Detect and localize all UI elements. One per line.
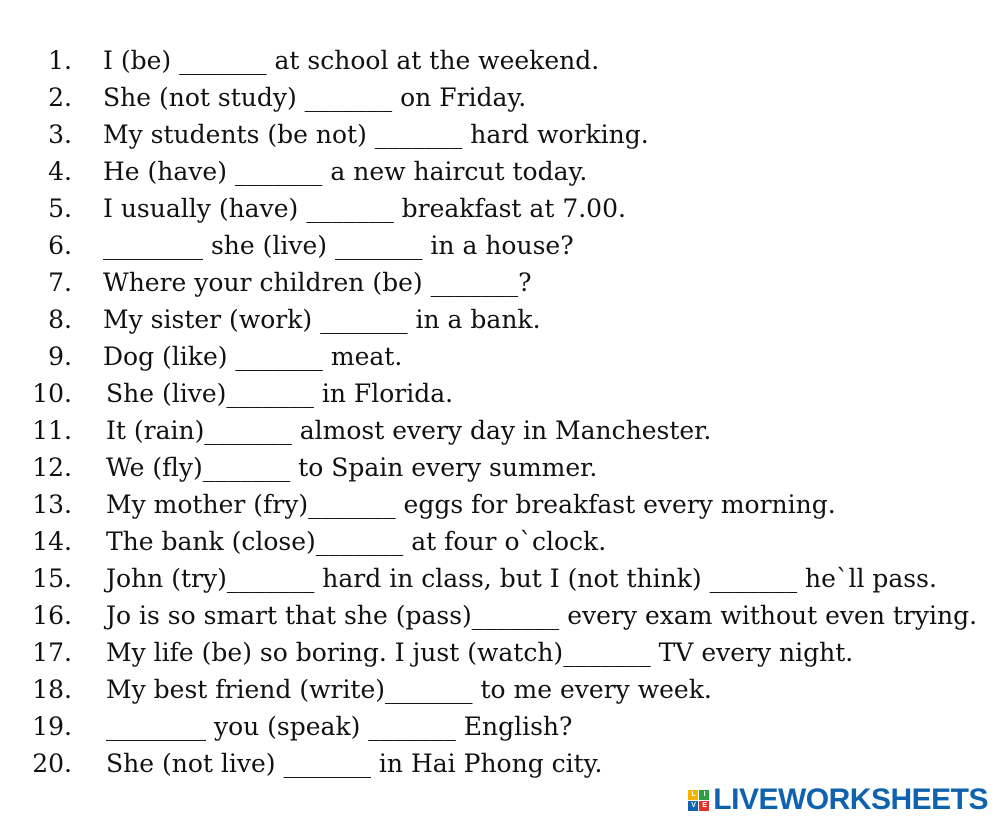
exercise-item-13 — [0, 486, 1000, 523]
item-sentence: ________ you (speak) _______ English? — [106, 712, 573, 741]
item-sentence: She (not live) _______ in Hai Phong city. — [106, 749, 603, 778]
logo-tile-e: E — [699, 801, 709, 811]
item-number: 14. — [32, 527, 72, 556]
item-number: 8. — [48, 305, 72, 334]
liveworksheets-logo[interactable] — [688, 783, 988, 817]
exercise-item-2 — [0, 79, 1000, 116]
item-sentence: Dog (like) _______ meat. — [103, 342, 403, 371]
item-number: 6. — [48, 231, 72, 260]
item-number: 13. — [32, 490, 72, 519]
exercise-item-20 — [0, 745, 1000, 782]
item-sentence: It (rain)_______ almost every day in Manchester. — [106, 416, 712, 445]
item-sentence: I (be) _______ at school at the weekend. — [103, 46, 600, 75]
item-sentence: We (fly)_______ to Spain every summer. — [106, 453, 598, 482]
exercise-item-5 — [0, 190, 1000, 227]
exercise-item-1 — [0, 42, 1000, 79]
exercise-item-17 — [0, 634, 1000, 671]
item-sentence: My life (be) so boring. I just (watch)_______ TV every night. — [106, 638, 854, 667]
exercise-item-9 — [0, 338, 1000, 375]
exercise-item-4 — [0, 153, 1000, 190]
item-sentence: The bank (close)_______ at four o`clock. — [106, 527, 607, 556]
item-sentence: He (have) _______ a new haircut today. — [103, 157, 588, 186]
item-number: 20. — [32, 749, 72, 778]
exercise-item-14 — [0, 523, 1000, 560]
item-sentence: My best friend (write)_______ to me every week. — [106, 675, 712, 704]
item-sentence: I usually (have) _______ breakfast at 7.00. — [103, 194, 626, 223]
exercise-item-10 — [0, 375, 1000, 412]
item-number: 4. — [48, 157, 72, 186]
item-number: 3. — [48, 120, 72, 149]
item-sentence: My students (be not) _______ hard working. — [103, 120, 649, 149]
exercise-item-7 — [0, 264, 1000, 301]
item-number: 18. — [32, 675, 72, 704]
item-number: 12. — [32, 453, 72, 482]
exercise-item-3 — [0, 116, 1000, 153]
exercise-item-11 — [0, 412, 1000, 449]
brand-name: LIVEWORKSHEETS — [713, 783, 988, 816]
logo-tile-v: V — [688, 801, 698, 811]
item-number: 17. — [32, 638, 72, 667]
item-sentence: John (try)_______ hard in class, but I (not think) _______ he`ll pass. — [106, 564, 937, 593]
exercise-item-8 — [0, 301, 1000, 338]
item-sentence: My sister (work) _______ in a bank. — [103, 305, 541, 334]
exercise-item-15 — [0, 560, 1000, 597]
logo-tile-l: L — [688, 790, 698, 800]
item-number: 10. — [32, 379, 72, 408]
logo-mark-icon — [688, 790, 709, 811]
worksheet — [0, 42, 1000, 782]
item-sentence: ________ she (live) _______ in a house? — [103, 231, 574, 260]
item-sentence: My mother (fry)_______ eggs for breakfast every morning. — [106, 490, 836, 519]
exercise-item-12 — [0, 449, 1000, 486]
exercise-item-16 — [0, 597, 1000, 634]
exercise-item-6 — [0, 227, 1000, 264]
item-number: 1. — [48, 46, 72, 75]
item-number: 7. — [48, 268, 72, 297]
item-sentence: She (not study) _______ on Friday. — [103, 83, 527, 112]
item-number: 5. — [48, 194, 72, 223]
logo-tile-i: I — [699, 790, 709, 800]
item-number: 9. — [48, 342, 72, 371]
item-number: 15. — [32, 564, 72, 593]
item-sentence: Where your children (be) _______? — [103, 268, 532, 297]
item-number: 2. — [48, 83, 72, 112]
item-number: 19. — [32, 712, 72, 741]
item-number: 11. — [32, 416, 72, 445]
item-number: 16. — [32, 601, 72, 630]
item-sentence: Jo is so smart that she (pass)_______ every exam without even trying. — [106, 601, 978, 630]
exercise-item-19 — [0, 708, 1000, 745]
item-sentence: She (live)_______ in Florida. — [106, 379, 454, 408]
exercise-item-18 — [0, 671, 1000, 708]
